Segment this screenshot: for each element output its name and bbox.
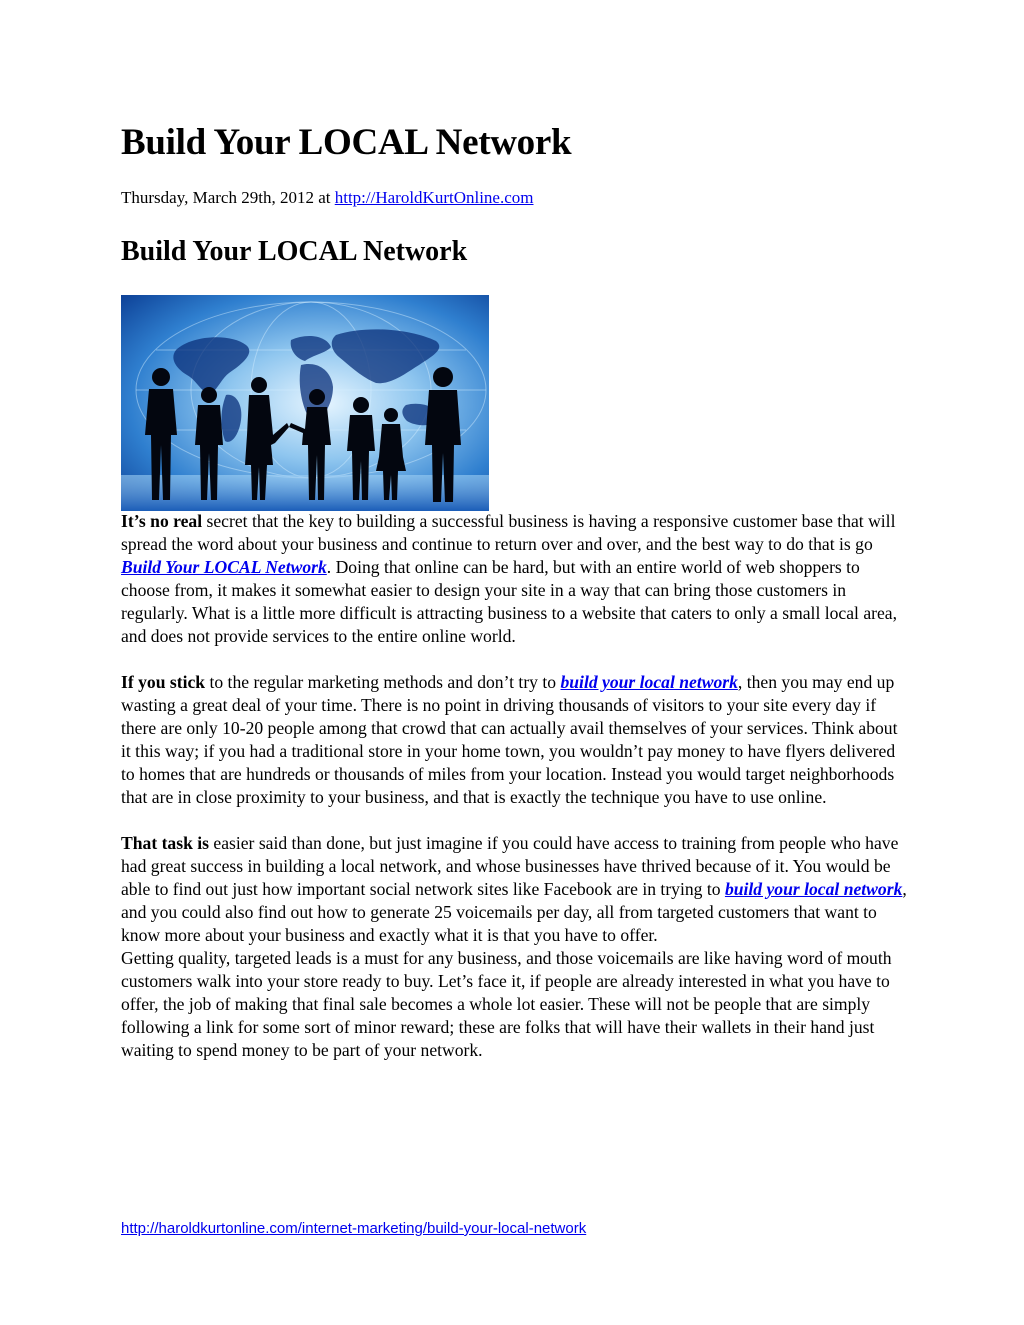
dateline <box>121 188 534 208</box>
page-title: Build Your LOCAL Network <box>121 122 572 163</box>
build-local-network-link-1[interactable]: Build Your LOCAL Network <box>121 557 327 577</box>
paragraph-1-text-end: . Doing that online can be hard, but with an entire world of web shoppers to choose from, it makes it somewhat easier to design your site in a way that can bring those customers in regularly. What is a little more difficult is attracting business to a website that caters to only a small local area, and does not provide services to the entire online world. <box>121 557 898 646</box>
site-link[interactable]: http://HaroldKurtOnline.com <box>334 188 534 207</box>
paragraph-1-lead: It’s no real <box>121 511 203 531</box>
business-people-world-map-image <box>121 295 489 511</box>
paragraph-2-lead: If you stick <box>121 672 206 692</box>
paragraph-3-lead: That task is <box>121 833 209 853</box>
build-local-network-link-2[interactable]: build your local network <box>560 672 738 692</box>
paragraph-2-text: to the regular marketing methods and don’t try to <box>205 672 561 692</box>
build-local-network-link-3[interactable]: build your local network <box>724 879 903 899</box>
paragraph-4: Getting quality, targeted leads is a must for any business, and those voicemails are like having word of mouth customers walk into your store ready to buy. Let’s face it, if people are already interested in what you have to offer, the job of making that final sale becomes a whole lot easier. These will not be people that are simply following a link for some sort of minor reward; these are folks that will have their wallets in their hand just waiting to spend money to be part of your network. <box>121 948 892 1060</box>
paragraph-2-text-end: , then you may end up wasting a great deal of your time. There is no point in driving thousands of visitors to your site every day if there are only 10-20 people among that crowd that can actually avail themselves of your services. Think about it this way; if you had a traditional store in your home town, you wouldn’t pay money to have flyers delivered to homes that are hundreds or thousands of miles from your location. Instead you would target neighborhoods that are in close proximity to your business, and that is exactly the technique you have to use online. <box>121 672 898 807</box>
article-heading: Build Your LOCAL Network <box>121 236 468 267</box>
paragraph-1-text: secret that the key to building a successful business is having a responsive customer base that will spread the word about your business and continue to return over and over, and the best way to do that is go <box>121 511 896 554</box>
paragraph-1 <box>121 510 911 648</box>
paragraph-3 <box>121 832 911 947</box>
paragraph-2 <box>121 671 911 809</box>
paragraph-3-text: easier said than done, but just imagine if you could have access to training from people who have had great success in building a local network, and whose businesses have thrived because of it. You would be able to find out just how important social network sites like Facebook are in trying to <box>121 833 899 899</box>
footer-url-link[interactable]: http://haroldkurtonline.com/internet-marketing/build-your-local-network <box>121 1220 587 1237</box>
article-body <box>121 510 911 1062</box>
dateline-text: Thursday, March 29th, 2012 at <box>121 188 335 207</box>
paragraph-3-text-end: , and you could also find out how to generate 25 voicemails per day, all from targeted customers that want to know more about your business and exactly what it is that you have to offer. <box>121 879 907 945</box>
